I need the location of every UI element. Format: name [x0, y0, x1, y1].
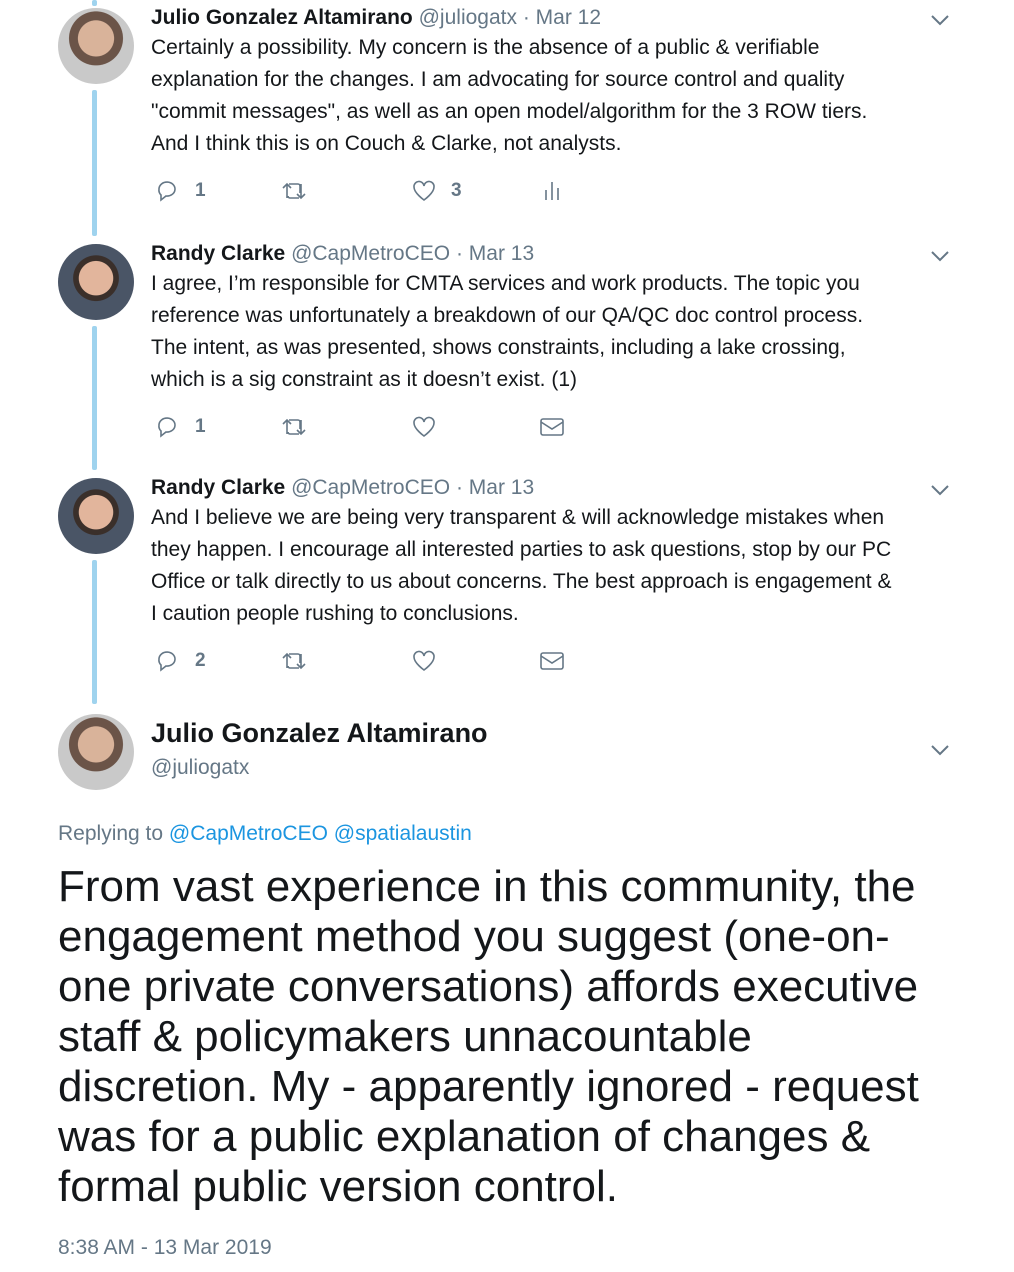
like-button[interactable] — [411, 178, 462, 204]
replying-label: Replying to — [58, 822, 164, 845]
author-handle[interactable]: @CapMetroCEO — [291, 242, 451, 265]
tweet-actions — [155, 648, 575, 678]
like-count: 3 — [451, 180, 462, 201]
like-button[interactable] — [411, 414, 451, 440]
author-name[interactable]: Randy Clarke — [151, 476, 286, 499]
retweet-icon — [281, 414, 307, 440]
chevron-down-icon[interactable] — [930, 246, 950, 266]
thread-line — [92, 0, 97, 6]
text-line: they happen. I encourage all interested parties to ask questions, stop by our PC — [151, 538, 892, 561]
tweet-text — [151, 32, 971, 160]
text-line: was for a public explanation of changes & — [58, 1112, 871, 1161]
avatar[interactable] — [58, 244, 134, 320]
like-button[interactable] — [411, 648, 451, 674]
dm-button[interactable] — [539, 414, 565, 440]
reply-count: 2 — [195, 650, 206, 671]
text-line: I agree, I’m responsible for CMTA services and work products. The topic you — [151, 272, 860, 295]
tweet-date[interactable]: Mar 13 — [468, 242, 535, 265]
text-line: Certainly a possibility. My concern is the absence of a public & verifiable — [151, 36, 820, 59]
text-line: "commit messages", as well as an open model/algorithm for the 3 ROW tiers. — [151, 100, 868, 123]
tweet-text — [151, 502, 971, 630]
text-line: And I believe we are being very transparent & will acknowledge mistakes when — [151, 506, 885, 529]
reply-icon — [155, 648, 181, 674]
author-name[interactable]: Julio Gonzalez Altamirano — [151, 6, 413, 29]
text-line: Office or talk directly to us about concerns. The best approach is engagement & — [151, 570, 892, 593]
dm-icon — [539, 414, 565, 440]
chevron-down-icon[interactable] — [930, 480, 950, 500]
retweet-button[interactable] — [281, 178, 307, 204]
text-line: The intent, as was presented, shows constraints, including a lake crossing, — [151, 336, 846, 359]
timestamp[interactable]: 8:38 AM - 13 Mar 2019 — [58, 1236, 272, 1259]
dm-icon — [539, 648, 565, 674]
mention-link[interactable]: @spatialaustin — [333, 822, 472, 845]
tweet-text — [58, 862, 958, 1212]
text-line: From vast experience in this community, the — [58, 862, 916, 911]
author-handle[interactable]: @juliogatx — [418, 6, 517, 29]
text-line: which is a sig constraint as it doesn’t exist. (1) — [151, 368, 578, 391]
avatar[interactable] — [58, 478, 134, 554]
author-name[interactable]: Randy Clarke — [151, 242, 286, 265]
reply-count: 1 — [195, 416, 206, 437]
tweet-actions — [155, 414, 575, 444]
reply-count: 1 — [195, 180, 206, 201]
reply-button[interactable] — [155, 178, 206, 204]
tweet-header: Julio Gonzalez Altamirano @juliogatx · Mar 12 — [151, 6, 602, 29]
mention-link[interactable]: @CapMetroCEO — [168, 822, 328, 845]
thread-line — [92, 560, 97, 704]
text-line: I caution people rushing to conclusions. — [151, 602, 519, 625]
reply-button[interactable] — [155, 648, 206, 674]
tweet-date[interactable]: Mar 12 — [535, 6, 602, 29]
analytics-button[interactable] — [539, 178, 565, 204]
author-name[interactable]: Julio Gonzalez Altamirano — [151, 718, 488, 748]
text-line: formal public version control. — [58, 1162, 619, 1211]
analytics-icon — [539, 178, 565, 204]
author-handle[interactable]: @CapMetroCEO — [291, 476, 451, 499]
dm-button[interactable] — [539, 648, 565, 674]
tweet-header: Randy Clarke @CapMetroCEO · Mar 13 — [151, 476, 535, 499]
chevron-down-icon[interactable] — [930, 740, 950, 760]
replying-to — [58, 822, 472, 846]
like-icon — [411, 648, 437, 674]
text-line: engagement method you suggest (one-on- — [58, 912, 890, 961]
tweet-actions — [155, 178, 575, 208]
like-icon — [411, 178, 437, 204]
reply-button[interactable] — [155, 414, 206, 440]
thread-line — [92, 90, 97, 236]
avatar[interactable] — [58, 8, 134, 84]
text-line: explanation for the changes. I am advocating for source control and quality — [151, 68, 845, 91]
text-line: staff & policymakers unnacountable — [58, 1012, 752, 1061]
thread-line — [92, 326, 97, 470]
tweet-text — [151, 268, 971, 396]
like-icon — [411, 414, 437, 440]
reply-icon — [155, 178, 181, 204]
retweet-icon — [281, 648, 307, 674]
text-line: discretion. My - apparently ignored - request — [58, 1062, 919, 1111]
tweet-date[interactable]: Mar 13 — [468, 476, 535, 499]
retweet-button[interactable] — [281, 414, 307, 440]
retweet-icon — [281, 178, 307, 204]
chevron-down-icon[interactable] — [930, 10, 950, 30]
author-handle[interactable]: @juliogatx — [151, 756, 250, 779]
text-line: reference was unfortunately a breakdown of our QA/QC doc control process. — [151, 304, 864, 327]
text-line: And I think this is on Couch & Clarke, not analysts. — [151, 132, 622, 155]
tweet-header: Randy Clarke @CapMetroCEO · Mar 13 — [151, 242, 535, 265]
text-line: one private conversations) affords executive — [58, 962, 919, 1011]
retweet-button[interactable] — [281, 648, 307, 674]
reply-icon — [155, 414, 181, 440]
avatar[interactable] — [58, 714, 134, 790]
